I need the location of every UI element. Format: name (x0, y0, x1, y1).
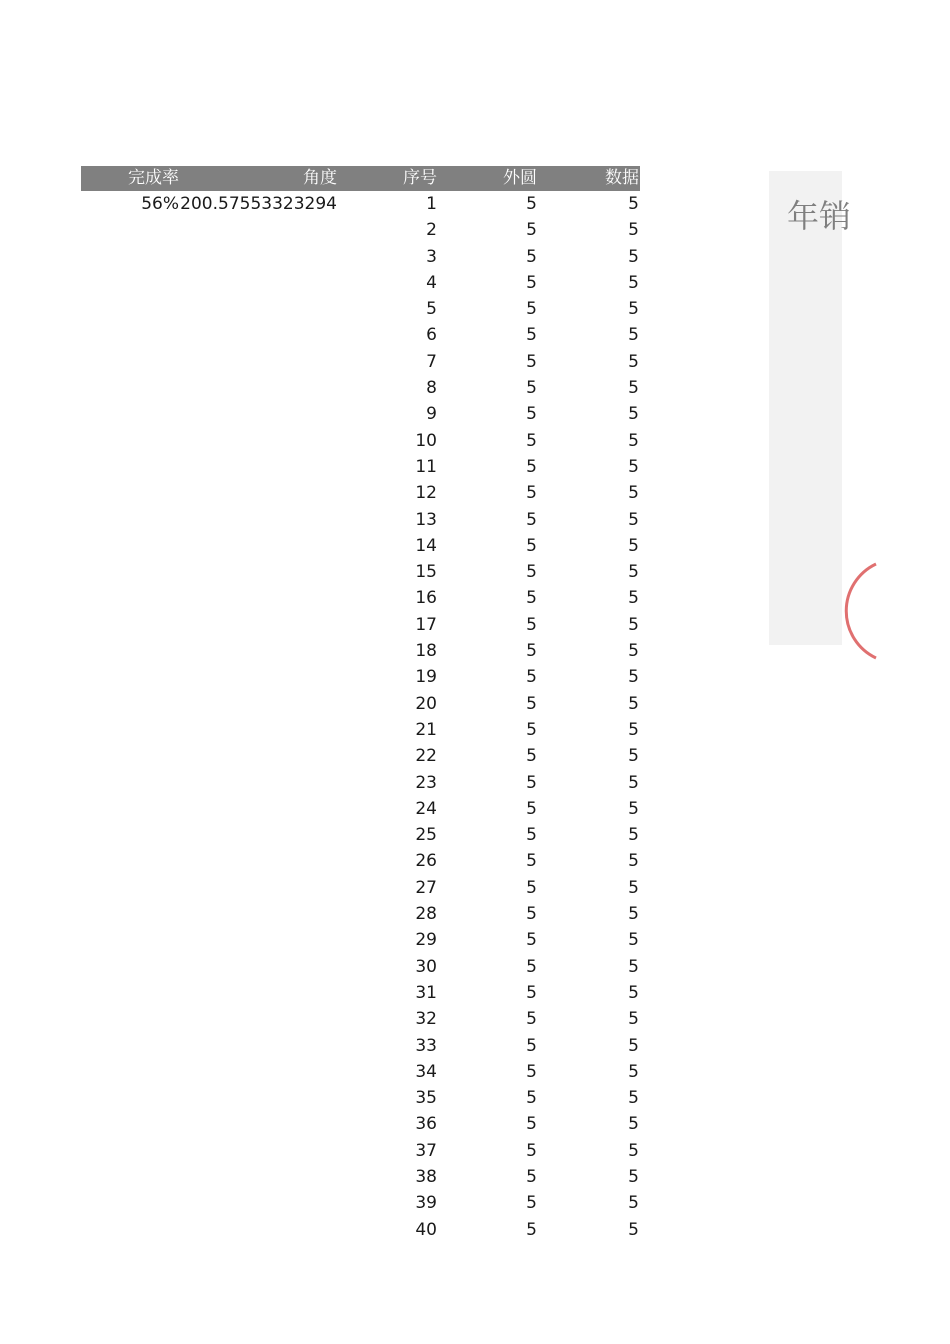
cell-completion-rate[interactable] (81, 954, 180, 980)
cell-angle[interactable] (180, 848, 338, 874)
cell-outer-circle[interactable]: 5 (526, 746, 537, 767)
cell-data[interactable]: 5 (628, 194, 639, 214)
cell-outer-circle[interactable]: 5 (526, 1035, 537, 1056)
cell-angle[interactable] (180, 743, 338, 769)
cell-completion-rate[interactable] (81, 927, 180, 953)
cell-completion-rate[interactable] (81, 454, 180, 480)
cell-data[interactable]: 5 (628, 246, 639, 267)
cell-outer-circle[interactable]: 5 (526, 1193, 537, 1214)
cell-outer-circle[interactable]: 5 (526, 378, 537, 399)
table-row (81, 349, 640, 375)
cell-outer-circle[interactable]: 5 (526, 351, 537, 372)
cell-angle[interactable] (180, 1059, 338, 1085)
table-row (81, 533, 640, 559)
cell-index[interactable]: 13 (415, 509, 437, 530)
cell-data[interactable]: 5 (628, 588, 639, 609)
cell-outer-circle[interactable]: 5 (526, 1061, 537, 1082)
cell-completion-rate[interactable] (81, 822, 180, 848)
cell-angle[interactable] (180, 454, 338, 480)
table-row (81, 691, 640, 717)
table-row (81, 375, 640, 401)
cell-completion-rate[interactable] (81, 585, 180, 611)
cell-angle[interactable] (180, 1085, 338, 1111)
cell-outer-circle[interactable]: 5 (526, 772, 537, 793)
cell-outer-circle[interactable]: 5 (526, 404, 537, 425)
cell-outer-circle[interactable]: 5 (526, 1009, 537, 1030)
cell-index[interactable]: 36 (415, 1114, 437, 1135)
cell-completion-rate[interactable] (81, 375, 180, 401)
cell-index[interactable]: 31 (415, 982, 437, 1003)
cell-angle[interactable] (180, 480, 338, 506)
cell-completion-rate[interactable] (81, 1164, 180, 1190)
cell-data[interactable]: 5 (628, 1009, 639, 1030)
cell-index[interactable]: 29 (415, 930, 437, 951)
chart-panel[interactable] (769, 171, 852, 645)
cell-angle[interactable] (180, 244, 338, 270)
cell-angle[interactable] (180, 322, 338, 348)
cell-completion-rate[interactable] (81, 691, 180, 717)
cell-data[interactable]: 5 (628, 982, 639, 1003)
cell-angle[interactable] (180, 901, 338, 927)
cell-data[interactable]: 5 (628, 272, 639, 293)
cell-index[interactable]: 26 (415, 851, 437, 872)
cell-outer-circle[interactable]: 5 (526, 588, 537, 609)
cell-outer-circle[interactable]: 5 (526, 1114, 537, 1135)
table-row (81, 875, 640, 901)
cell-data[interactable]: 5 (628, 562, 639, 583)
cell-data[interactable]: 5 (628, 325, 639, 346)
cell-completion-rate[interactable] (81, 296, 180, 322)
cell-angle[interactable] (180, 296, 338, 322)
cell-completion-rate[interactable] (81, 1111, 180, 1137)
cell-data[interactable]: 5 (628, 851, 639, 872)
table-row (81, 1111, 640, 1137)
cell-outer-circle[interactable]: 5 (526, 930, 537, 951)
cell-data[interactable]: 5 (628, 614, 639, 635)
cell-index[interactable]: 12 (415, 483, 437, 504)
cell-outer-circle[interactable]: 5 (526, 904, 537, 925)
cell-outer-circle[interactable]: 5 (526, 798, 537, 819)
table-row (81, 1217, 640, 1243)
cell-outer-circle[interactable]: 5 (526, 246, 537, 267)
cell-outer-circle[interactable]: 5 (526, 325, 537, 346)
table-row (81, 401, 640, 427)
cell-data[interactable]: 5 (628, 719, 639, 740)
table-row (81, 559, 640, 585)
cell-completion-rate[interactable] (81, 1217, 180, 1243)
cell-completion-rate[interactable] (81, 270, 180, 296)
cell-completion-rate[interactable] (81, 480, 180, 506)
table-row (81, 1164, 640, 1190)
cell-data[interactable]: 5 (628, 825, 639, 846)
cell-outer-circle[interactable]: 5 (526, 430, 537, 451)
cell-data[interactable]: 5 (628, 299, 639, 320)
table-row (81, 848, 640, 874)
cell-outer-circle[interactable]: 5 (526, 956, 537, 977)
progress-ring (836, 556, 876, 666)
cell-index[interactable]: 33 (415, 1035, 437, 1056)
cell-completion-rate[interactable] (81, 428, 180, 454)
cell-outer-circle[interactable]: 5 (526, 272, 537, 293)
cell-outer-circle[interactable]: 5 (526, 825, 537, 846)
header-index[interactable]: 序号 (403, 168, 437, 188)
cell-outer-circle[interactable]: 5 (526, 719, 537, 740)
cell-outer-circle[interactable]: 5 (526, 877, 537, 898)
cell-data[interactable]: 5 (628, 430, 639, 451)
cell-data[interactable]: 5 (628, 693, 639, 714)
table-row (81, 901, 640, 927)
cell-index[interactable]: 22 (415, 746, 437, 767)
cell-index[interactable]: 20 (415, 693, 437, 714)
cell-data[interactable]: 5 (628, 904, 639, 925)
cell-index[interactable]: 8 (426, 378, 437, 399)
cell-outer-circle[interactable]: 5 (526, 667, 537, 688)
cell-index[interactable]: 14 (415, 535, 437, 556)
cell-index[interactable]: 16 (415, 588, 437, 609)
cell-data[interactable]: 5 (628, 1140, 639, 1161)
cell-index[interactable]: 39 (415, 1193, 437, 1214)
table-row (81, 1085, 640, 1111)
cell-angle[interactable] (180, 1190, 338, 1216)
cell-completion-rate[interactable] (81, 244, 180, 270)
cell-angle[interactable] (180, 428, 338, 454)
cell-data[interactable]: 5 (628, 535, 639, 556)
cell-data[interactable]: 5 (628, 930, 639, 951)
cell-data[interactable]: 5 (628, 378, 639, 399)
cell-index[interactable]: 4 (426, 272, 437, 293)
cell-data[interactable]: 5 (628, 509, 639, 530)
cell-angle[interactable] (180, 638, 338, 664)
cell-data[interactable]: 5 (628, 1166, 639, 1187)
header-completion-rate[interactable]: 完成率 (128, 168, 179, 188)
cell-angle[interactable] (180, 691, 338, 717)
cell-index[interactable]: 28 (415, 904, 437, 925)
cell-index[interactable]: 5 (426, 299, 437, 320)
cell-data[interactable]: 5 (628, 877, 639, 898)
table-row (81, 244, 640, 270)
cell-index[interactable]: 35 (415, 1088, 437, 1109)
cell-index[interactable]: 40 (415, 1219, 437, 1240)
cell-completion-rate[interactable] (81, 1006, 180, 1032)
cell-index[interactable]: 9 (426, 404, 437, 425)
cell-completion-rate[interactable] (81, 717, 180, 743)
cell-outer-circle[interactable]: 5 (526, 509, 537, 530)
header-data[interactable]: 数据 (605, 168, 639, 188)
cell-angle[interactable] (180, 349, 338, 375)
cell-completion-rate[interactable] (81, 875, 180, 901)
table-row (81, 217, 640, 243)
cell-index[interactable]: 2 (426, 220, 437, 241)
cell-data[interactable]: 5 (628, 351, 639, 372)
cell-index[interactable]: 25 (415, 825, 437, 846)
cell-outer-circle[interactable]: 5 (526, 1219, 537, 1240)
cell-completion-rate[interactable] (81, 1190, 180, 1216)
cell-data[interactable]: 5 (628, 746, 639, 767)
cell-angle[interactable] (180, 401, 338, 427)
cell-angle[interactable] (180, 375, 338, 401)
ring-arc (846, 564, 876, 658)
table-row (81, 454, 640, 480)
cell-index[interactable]: 6 (426, 325, 437, 346)
table-row (81, 428, 640, 454)
cell-angle[interactable] (180, 1111, 338, 1137)
cell-outer-circle[interactable]: 5 (526, 1140, 537, 1161)
cell-completion-rate[interactable] (81, 638, 180, 664)
cell-completion-rate[interactable] (81, 1138, 180, 1164)
cell-data[interactable]: 5 (628, 956, 639, 977)
cell-data[interactable]: 5 (628, 1088, 639, 1109)
cell-angle[interactable] (180, 1217, 338, 1243)
cell-angle[interactable] (180, 927, 338, 953)
cell-outer-circle[interactable]: 5 (526, 614, 537, 635)
spreadsheet-table (81, 166, 640, 1243)
cell-data[interactable]: 5 (628, 483, 639, 504)
cell-data[interactable]: 5 (628, 1219, 639, 1240)
cell-completion-rate[interactable] (81, 322, 180, 348)
cell-index[interactable]: 3 (426, 246, 437, 267)
table-row (81, 322, 640, 348)
table-row (81, 954, 640, 980)
cell-index[interactable]: 37 (415, 1140, 437, 1161)
cell-outer-circle[interactable]: 5 (526, 562, 537, 583)
cell-completion-rate[interactable] (81, 1059, 180, 1085)
table-row (81, 822, 640, 848)
cell-completion-rate[interactable] (81, 507, 180, 533)
cell-completion-rate[interactable] (81, 770, 180, 796)
cell-data[interactable]: 5 (628, 641, 639, 662)
table-header-row (81, 166, 640, 191)
cell-data[interactable]: 5 (628, 1061, 639, 1082)
cell-outer-circle[interactable]: 5 (526, 535, 537, 556)
cell-data[interactable]: 5 (628, 798, 639, 819)
cell-completion-rate[interactable] (81, 401, 180, 427)
table-row (81, 1033, 640, 1059)
cell-completion-rate[interactable] (81, 217, 180, 243)
cell-angle[interactable] (180, 822, 338, 848)
table-body (81, 191, 640, 1243)
table-row (81, 664, 640, 690)
cell-completion-rate[interactable] (81, 980, 180, 1006)
table-row (81, 1190, 640, 1216)
table-row (81, 638, 640, 664)
cell-completion-rate[interactable] (81, 612, 180, 638)
cell-angle[interactable] (180, 1033, 338, 1059)
cell-angle[interactable] (180, 796, 338, 822)
cell-index[interactable]: 7 (426, 351, 437, 372)
cell-angle[interactable] (180, 1164, 338, 1190)
cell-angle[interactable] (180, 770, 338, 796)
cell-completion-rate[interactable] (81, 664, 180, 690)
table-row (81, 612, 640, 638)
cell-outer-circle[interactable]: 5 (526, 851, 537, 872)
cell-angle[interactable] (180, 1006, 338, 1032)
cell-angle[interactable] (180, 875, 338, 901)
table-row (81, 191, 640, 217)
cell-outer-circle[interactable]: 5 (526, 483, 537, 504)
cell-index[interactable]: 21 (415, 719, 437, 740)
cell-index[interactable]: 27 (415, 877, 437, 898)
cell-data[interactable]: 5 (628, 404, 639, 425)
cell-data[interactable]: 5 (628, 1035, 639, 1056)
cell-outer-circle[interactable]: 5 (526, 1166, 537, 1187)
table-row (81, 480, 640, 506)
cell-index[interactable]: 17 (415, 614, 437, 635)
table-row (81, 1006, 640, 1032)
cell-index[interactable]: 23 (415, 772, 437, 793)
cell-angle[interactable] (180, 612, 338, 638)
cell-index[interactable]: 10 (415, 430, 437, 451)
table-row (81, 796, 640, 822)
table-row (81, 1138, 640, 1164)
cell-outer-circle[interactable]: 5 (526, 982, 537, 1003)
cell-outer-circle[interactable]: 5 (526, 299, 537, 320)
cell-outer-circle[interactable]: 5 (526, 220, 537, 241)
table-row (81, 927, 640, 953)
cell-index[interactable]: 30 (415, 956, 437, 977)
cell-completion-rate[interactable] (81, 1033, 180, 1059)
cell-completion-rate[interactable] (81, 901, 180, 927)
cell-data[interactable]: 5 (628, 456, 639, 477)
cell-index[interactable]: 19 (415, 667, 437, 688)
table-row (81, 743, 640, 769)
cell-index[interactable]: 18 (415, 641, 437, 662)
table-row (81, 980, 640, 1006)
cell-completion-rate[interactable]: 56% (141, 194, 179, 214)
cell-outer-circle[interactable]: 5 (526, 194, 537, 214)
table-row (81, 585, 640, 611)
cell-completion-rate[interactable] (81, 848, 180, 874)
cell-completion-rate[interactable] (81, 1085, 180, 1111)
cell-angle[interactable] (180, 533, 338, 559)
cell-outer-circle[interactable]: 5 (526, 456, 537, 477)
chart-title: 年销 (787, 197, 852, 235)
cell-completion-rate[interactable] (81, 533, 180, 559)
cell-data[interactable]: 5 (628, 1193, 639, 1214)
table-row (81, 296, 640, 322)
cell-outer-circle[interactable]: 5 (526, 693, 537, 714)
cell-angle[interactable]: 200.57553323294 (180, 194, 337, 214)
cell-completion-rate[interactable] (81, 349, 180, 375)
table-row (81, 1059, 640, 1085)
cell-angle[interactable] (180, 954, 338, 980)
cell-data[interactable]: 5 (628, 1114, 639, 1135)
cell-angle[interactable] (180, 980, 338, 1006)
cell-index[interactable]: 1 (426, 194, 437, 214)
cell-index[interactable]: 11 (415, 456, 437, 477)
cell-angle[interactable] (180, 717, 338, 743)
header-outer-circle[interactable]: 外圆 (503, 168, 537, 188)
cell-angle[interactable] (180, 585, 338, 611)
cell-data[interactable]: 5 (628, 667, 639, 688)
cell-index[interactable]: 34 (415, 1061, 437, 1082)
table-row (81, 717, 640, 743)
cell-index[interactable]: 32 (415, 1009, 437, 1030)
cell-angle[interactable] (180, 559, 338, 585)
cell-index[interactable]: 15 (415, 562, 437, 583)
cell-angle[interactable] (180, 270, 338, 296)
cell-index[interactable]: 24 (415, 798, 437, 819)
table-row (81, 507, 640, 533)
cell-angle[interactable] (180, 1138, 338, 1164)
header-angle[interactable]: 角度 (303, 168, 337, 188)
cell-data[interactable]: 5 (628, 772, 639, 793)
cell-completion-rate[interactable] (81, 743, 180, 769)
table-row (81, 770, 640, 796)
cell-angle[interactable] (180, 664, 338, 690)
cell-completion-rate[interactable] (81, 796, 180, 822)
table-row (81, 270, 640, 296)
cell-index[interactable]: 38 (415, 1166, 437, 1187)
cell-angle[interactable] (180, 507, 338, 533)
cell-data[interactable]: 5 (628, 220, 639, 241)
cell-completion-rate[interactable] (81, 559, 180, 585)
cell-angle[interactable] (180, 217, 338, 243)
cell-outer-circle[interactable]: 5 (526, 641, 537, 662)
cell-outer-circle[interactable]: 5 (526, 1088, 537, 1109)
